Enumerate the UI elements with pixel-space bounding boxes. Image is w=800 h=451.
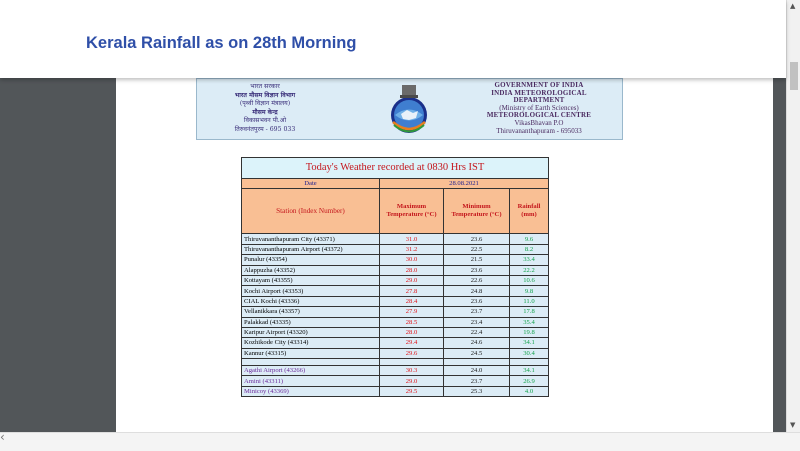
corner-icon: ‹ <box>0 430 5 444</box>
rainfall-cell: 17.8 <box>510 307 549 317</box>
max-temp-cell: 27.8 <box>380 286 444 296</box>
min-temp-cell: 25.3 <box>444 386 510 396</box>
horizontal-scrollbar[interactable] <box>0 432 800 451</box>
column-header-rainfall: Rainfall (mm) <box>510 189 549 234</box>
max-temp-cell: 29.6 <box>380 348 444 358</box>
max-temp-cell: 27.9 <box>380 307 444 317</box>
max-temp-cell: 31.2 <box>380 244 444 254</box>
max-temp-cell: 29.0 <box>380 275 444 285</box>
imd-letterhead <box>196 78 623 140</box>
min-temp-cell: 24.6 <box>444 338 510 348</box>
po-line: VikasBhavan P.O <box>514 118 564 127</box>
station-cell: Kozhikode City (43314) <box>242 338 380 348</box>
hindi-address <box>209 83 321 134</box>
table-gap <box>242 359 549 366</box>
station-cell: Karipur Airport (43320) <box>242 327 380 337</box>
table-row <box>242 348 549 358</box>
dept-line: DEPARTMENT <box>513 96 565 105</box>
hindi-line: तिरुवनंतपुरम - 695 033 <box>234 125 296 133</box>
column-header-max-temp: Maximum Temperature (°C) <box>380 189 444 234</box>
max-temp-cell: 29.4 <box>380 338 444 348</box>
station-cell: Minicoy (43369) <box>242 386 380 396</box>
column-header-station: Station (Index Number) <box>242 189 380 234</box>
table-row <box>242 307 549 317</box>
min-temp-cell: 22.4 <box>444 327 510 337</box>
scrollbar-thumb[interactable] <box>790 62 798 90</box>
table-row <box>242 244 549 254</box>
column-header-min-temp: Minimum Temperature (°C) <box>444 189 510 234</box>
table-title: Today's Weather recorded at 0830 Hrs IST <box>242 158 549 179</box>
table-row <box>242 286 549 296</box>
station-cell: Palakkad (43335) <box>242 317 380 327</box>
station-cell: Kannur (43315) <box>242 348 380 358</box>
table-row <box>242 366 549 376</box>
table-row <box>242 265 549 275</box>
max-temp-cell: 28.0 <box>380 327 444 337</box>
min-temp-cell: 21.5 <box>444 255 510 265</box>
max-temp-cell: 29.0 <box>380 376 444 386</box>
table-row <box>242 338 549 348</box>
max-temp-cell: 28.4 <box>380 296 444 306</box>
rainfall-cell: 33.4 <box>510 255 549 265</box>
rainfall-cell: 35.4 <box>510 317 549 327</box>
ministry-line: (Ministry of Earth Sciences) <box>499 103 579 112</box>
min-temp-cell: 23.4 <box>444 317 510 327</box>
city-line: Thiruvananthapuram - 695033 <box>496 126 582 135</box>
vertical-scrollbar[interactable] <box>786 0 800 432</box>
table-row <box>242 327 549 337</box>
station-cell: Agathi Airport (43266) <box>242 366 380 376</box>
min-temp-cell: 24.0 <box>444 366 510 376</box>
table-row <box>242 234 549 244</box>
min-temp-cell: 24.5 <box>444 348 510 358</box>
emblem-icon <box>381 82 437 136</box>
table-row <box>242 296 549 306</box>
table-row <box>242 317 549 327</box>
min-temp-cell: 23.6 <box>444 265 510 275</box>
scroll-down-icon[interactable]: ▼ <box>790 421 796 429</box>
min-temp-cell: 24.8 <box>444 286 510 296</box>
dept-line: INDIA METEOROLOGICAL <box>491 88 587 97</box>
scroll-up-icon[interactable]: ▲ <box>790 2 796 10</box>
rainfall-cell: 34.1 <box>510 338 549 348</box>
max-temp-cell: 31.0 <box>380 234 444 244</box>
rainfall-cell: 11.0 <box>510 296 549 306</box>
station-cell: Vellanikkara (43357) <box>242 307 380 317</box>
max-temp-cell: 28.5 <box>380 317 444 327</box>
rainfall-cell: 34.1 <box>510 366 549 376</box>
title-bar <box>0 0 786 78</box>
weather-table <box>241 157 549 397</box>
centre-line: METEOROLOGICAL CENTRE <box>486 111 592 120</box>
station-cell: Thiruvananthapuram Airport (43372) <box>242 244 380 254</box>
station-cell: Kottayam (43355) <box>242 275 380 285</box>
min-temp-cell: 22.5 <box>444 244 510 254</box>
date-label: Date <box>242 179 380 189</box>
hindi-line: भारत मौसम विज्ञान विभाग <box>234 91 296 99</box>
hindi-line: (पृथ्वी विज्ञान मंत्रालय) <box>239 100 291 107</box>
min-temp-cell: 22.6 <box>444 275 510 285</box>
station-cell: Kochi Airport (43353) <box>242 286 380 296</box>
table-row <box>242 386 549 396</box>
min-temp-cell: 23.7 <box>444 376 510 386</box>
station-cell: CIAL Kochi (43336) <box>242 296 380 306</box>
rainfall-cell: 9.8 <box>510 286 549 296</box>
gov-line: GOVERNMENT OF INDIA <box>494 81 584 89</box>
rainfall-cell: 22.2 <box>510 265 549 275</box>
rainfall-cell: 19.8 <box>510 327 549 337</box>
rainfall-cell: 9.6 <box>510 234 549 244</box>
station-cell: Amini (43311) <box>242 376 380 386</box>
max-temp-cell: 29.5 <box>380 386 444 396</box>
english-address <box>459 82 619 135</box>
max-temp-cell: 30.0 <box>380 255 444 265</box>
rainfall-cell: 30.4 <box>510 348 549 358</box>
station-cell: Alappuzha (43352) <box>242 265 380 275</box>
table-row <box>242 255 549 265</box>
table-row <box>242 275 549 285</box>
min-temp-cell: 23.6 <box>444 234 510 244</box>
rainfall-cell: 10.6 <box>510 275 549 285</box>
min-temp-cell: 23.6 <box>444 296 510 306</box>
max-temp-cell: 28.0 <box>380 265 444 275</box>
page-title: Kerala Rainfall as on 28th Morning <box>86 34 357 52</box>
kerala-stations <box>242 234 549 359</box>
min-temp-cell: 23.7 <box>444 307 510 317</box>
station-cell: Thiruvananthapuram City (43371) <box>242 234 380 244</box>
rainfall-cell: 8.2 <box>510 244 549 254</box>
hindi-line: मौसम केन्द्र <box>252 108 278 116</box>
rainfall-cell: 4.0 <box>510 386 549 396</box>
date-value: 28.08.2021 <box>380 179 549 189</box>
table-row <box>242 376 549 386</box>
station-cell: Punalur (43354) <box>242 255 380 265</box>
hindi-line: विकासभवन पी.ओ <box>243 117 287 124</box>
rainfall-cell: 26.9 <box>510 376 549 386</box>
hindi-line: भारत सरकार <box>250 83 280 90</box>
max-temp-cell: 30.3 <box>380 366 444 376</box>
lakshadweep-stations <box>242 366 549 397</box>
